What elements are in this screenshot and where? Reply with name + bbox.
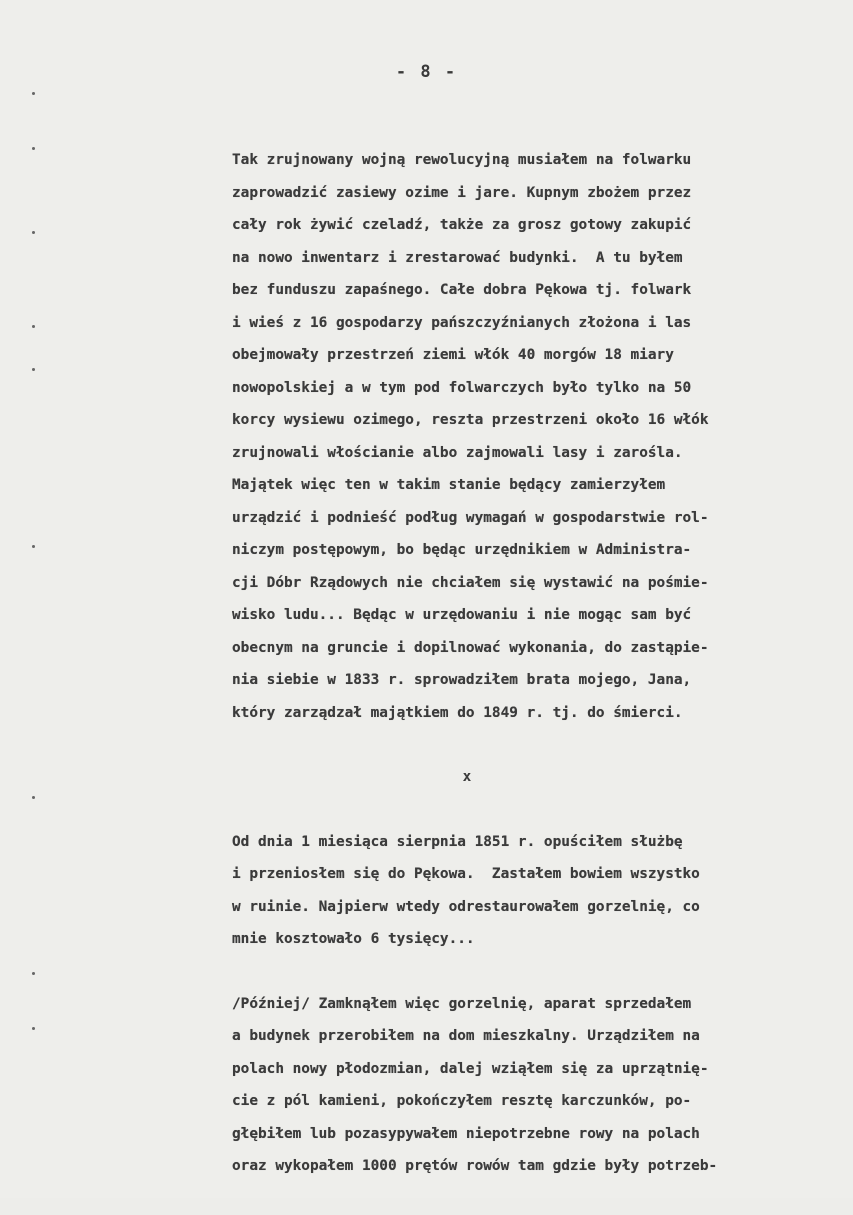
paragraph-1 <box>232 144 832 729</box>
text-line: wisko ludu... Będąc w urzędowaniu i nie mogąc sam być <box>232 607 692 623</box>
margin-mark <box>32 368 35 371</box>
text-line: cji Dóbr Rządowych nie chciałem się wystawić na pośmie- <box>232 574 709 591</box>
text-line: i przeniosłem się do Pękowa. Zastałem bowiem wszystko <box>232 866 700 882</box>
paragraph-3 <box>232 988 832 1183</box>
text-line: nia siebie w 1833 r. sprowadziłem brata mojego, Jana, <box>232 672 692 688</box>
text-line: polach nowy płodozmian, dalej wziąłem się za uprzątnię- <box>232 1060 709 1077</box>
paragraph-2 <box>232 826 832 956</box>
text-line: obejmowały przestrzeń ziemi włók 40 morgów 18 miary <box>232 347 674 363</box>
margin-mark <box>32 796 35 799</box>
text-line: urządzić i podnieść podług wymagań w gospodarstwie rol- <box>232 509 709 526</box>
text-line: bez funduszu zapaśnego. Całe dobra Pękowa tj. folwark <box>232 282 692 298</box>
text-line: obecnym na gruncie i dopilnować wykonania, do zastąpie- <box>232 639 709 656</box>
text-line: cie z pól kamieni, pokończyłem resztę karczunków, po- <box>232 1093 692 1109</box>
text-line: Od dnia 1 miesiąca sierpnia 1851 r. opuściłem służbę <box>232 833 683 850</box>
margin-mark <box>32 1027 35 1030</box>
page-number: - 8 - <box>395 62 458 82</box>
text-line: i wieś z 16 gospodarzy pańszczyźnianych złożona i las <box>232 314 692 331</box>
text-line: Majątek więc ten w takim stanie będący zamierzyłem <box>232 477 666 493</box>
text-line: mnie kosztowało 6 tysięcy... <box>232 931 475 947</box>
margin-mark <box>32 972 35 975</box>
text-line: cały rok żywić czeladź, także za grosz gotowy zakupić <box>232 217 692 233</box>
text-line: zrujnowali włościanie albo zajmowali lasy i zarośla. <box>232 444 683 461</box>
text-line: nowopolskiej a w tym pod folwarczych było tylko na 50 <box>232 379 692 396</box>
text-line: korcy wysiewu ozimego, reszta przestrzeni około 16 włók <box>232 412 709 428</box>
margin-mark <box>32 325 35 328</box>
document-body <box>232 112 832 1215</box>
text-line: który zarządzał majątkiem do 1849 r. tj. do śmierci. <box>232 704 683 721</box>
margin-mark <box>32 147 35 150</box>
margin-mark <box>32 545 35 548</box>
section-separator: x <box>462 769 472 785</box>
text-line: oraz wykopałem 1000 prętów rowów tam gdzie były potrzeb- <box>232 1158 718 1174</box>
text-line: zaprowadzić zasiewy ozime i jare. Kupnym zbożem przez <box>232 184 692 201</box>
text-line: głębiłem lub pozasypywałem niepotrzebne rowy na polach <box>232 1125 700 1142</box>
text-line: a budynek przerobiłem na dom mieszkalny. Urządziłem na <box>232 1028 700 1044</box>
margin-mark <box>32 231 35 234</box>
margin-mark <box>32 92 35 95</box>
text-line: /Później/ Zamknąłem więc gorzelnię, aparat sprzedałem <box>232 995 692 1012</box>
text-line: w ruinie. Najpierw wtedy odrestaurowałem gorzelnię, co <box>232 898 700 915</box>
text-line: niczym postępowym, bo będąc urzędnikiem w Administra- <box>232 542 692 558</box>
text-line: na nowo inwentarz i zrestarować budynki. A tu byłem <box>232 249 683 266</box>
text-line: Tak zrujnowany wojną rewolucyjną musiałem na folwarku <box>232 152 692 168</box>
